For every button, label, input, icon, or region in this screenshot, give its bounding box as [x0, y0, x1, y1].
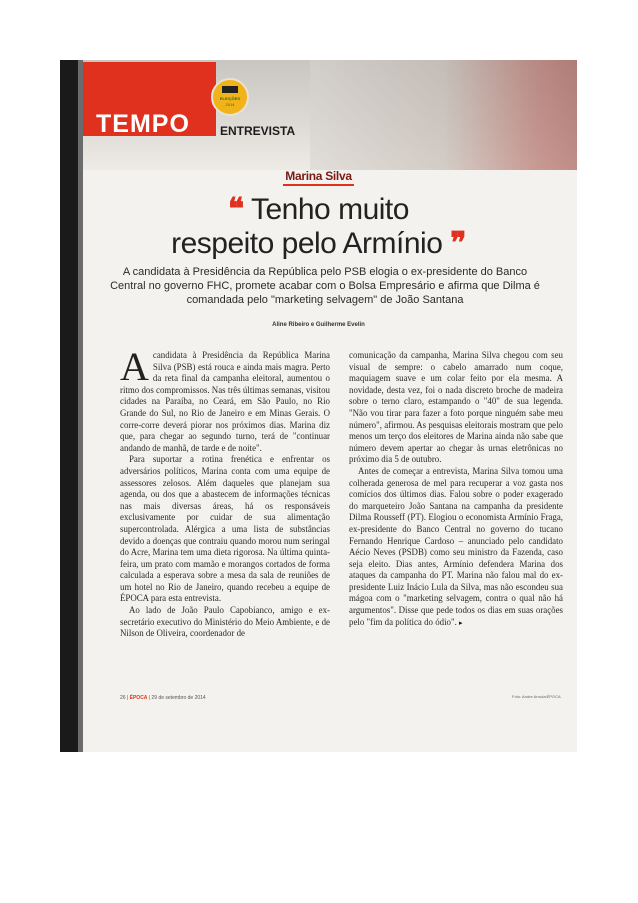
body-column-1 — [120, 344, 330, 640]
page-number: 26 — [120, 695, 126, 701]
end-mark-icon: ▸ — [459, 618, 463, 627]
close-quote-icon: ❞ — [450, 227, 466, 260]
magazine-name: ÉPOCA — [129, 695, 148, 701]
photo-credit: Foto: Andre Arruda/ÉPOCA — [512, 694, 561, 699]
paragraph: comunicação da campanha, Marina Silva chegou com seu visual de sempre: o cabelo amarrado num coque, maquiagem suave e um colar feito por ela mesma. A novidade, desta vez, foi o nada discreto broche de madeira sobre o terno claro, estampando o "40" de sua legenda. "Não vou tirar para fazer a foto porque ninguém sabe meu número", afirmou. As pesquisas eleitorais mostram que pelo menos um terço dos eleitores de Marina ainda não sabe que número devem apertar ao chegar às urnas eletrônicas no próximo dia 5 de outubro. — [349, 350, 563, 465]
body-column-2 — [349, 350, 563, 629]
ballot-box-icon — [222, 86, 238, 93]
page-footer: 26 | ÉPOCA | 29 de setembro de 2014 — [120, 695, 206, 701]
byline: Aline Ribeiro e Guilherme Evelin — [272, 322, 365, 328]
headline-line-1: Tenho muito — [251, 193, 409, 226]
paragraph: Para suportar a rotina frenética e enfrentar os adversários políticos, Marina conta com uma equipe de assessores zelosos. Além daqueles que planejam sua agenda, ou dos que a abastecem de informações técnicas nas mais diversas áreas, há os responsáveis exclusivamente por cuidar de sua alimentação supercontrolada. Alérgica a uma lista de substâncias devido a doenças que contraiu quando morou num seringal do Acre, Marina tem uma dieta rigorosa. Na última quinta-feira, um prato com mamão e morangos cortados de forma calculada a esperava sobre a mesa da sala de reuniões de um hotel no Rio de Janeiro, quando recebeu a equipe de ÉPOCA para esta entrevista. — [120, 454, 330, 604]
header-photo — [310, 60, 577, 170]
headline-line-2: respeito pelo Armínio — [171, 227, 443, 260]
open-quote-icon: ❝ — [228, 193, 244, 226]
headline — [60, 193, 577, 261]
section-subtitle: ENTREVISTA — [220, 124, 296, 138]
section-label: TEMPO — [96, 110, 190, 138]
badge-year: 2014 — [225, 102, 235, 107]
kicker-text: Marina Silva — [283, 169, 353, 186]
scanned-magazine-page — [60, 60, 577, 752]
drop-cap: A — [120, 344, 149, 389]
kicker — [60, 167, 577, 185]
standfirst: A candidata à Presidência da República pelo PSB elogia o ex-presidente do Banco Central no governo FHC, promete acabar com o Bolsa Empresário e afirma que Dilma é comandada pelo "marketing selvagem" de João Santana — [110, 266, 540, 306]
badge-title: ELEIÇÕES — [219, 96, 241, 101]
paragraph: Ao lado de João Paulo Capobianco, amigo e ex-secretário executivo do Ministério do Meio Ambiente, e de Nilson de Oliveira, coordenador de — [120, 605, 330, 639]
issue-date: 29 de setembro de 2014 — [151, 695, 206, 701]
paragraph: Antes de começar a entrevista, Marina Silva tomou uma colherada generosa de mel para recuperar a voz gasta nos comícios dos últimos dias. Falou sobre o poder exagerado do marqueteiro João Santana na campanha da presidente Dilma Rousseff (PT). Elogiou o economista Armínio Fraga, ex-presidente do Banco Central no governo do tucano Fernando Henrique Cardoso – anunciado pelo candidato Aécio Neves (PSDB) como seu ministro da Fazenda, caso seja eleito. Dias antes, Armínio defendera Marina dos ataques da campanha do PT. Marina não falou mal do ex-presidente Luiz Inácio Lula da Silva, mas não escondeu sua mágoa com o "marketing selvagem, contra o qual não há argumentos". Disse que pede todos os dias em suas orações pelo "fim da política do ódio". ▸ — [349, 465, 563, 627]
paragraph: Acandidata à Presidência da República Marina Silva (PSB) está rouca e ainda mais magra. Perto da reta final da campanha eleitoral, aumentou o ritmo dos compromissos. Nas três últimas semanas, visitou cidades na Paraíba, no Ceará, em São Paulo, no Rio Grande do Sul, no Rio de Janeiro e em Minas Gerais. O corre-corre deverá piorar nos próximos dias. Marina diz que, para chegar ao segundo turno, terá de "continuar andando de manhã, de tarde e de noite". — [120, 344, 330, 453]
binding-shadow — [60, 60, 78, 752]
elections-badge-icon — [211, 78, 249, 116]
